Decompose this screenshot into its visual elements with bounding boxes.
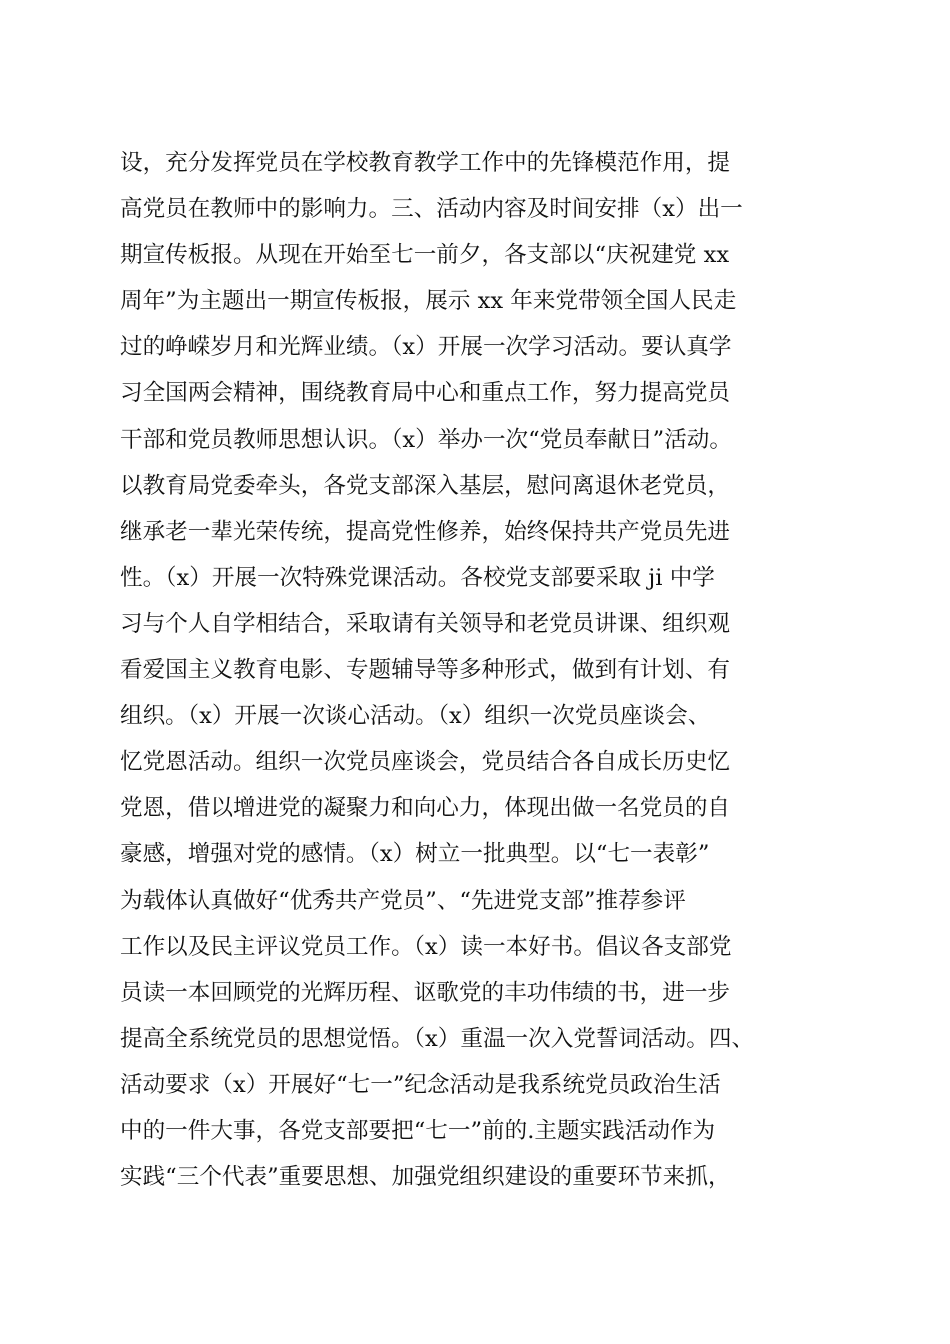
text-line: 忆党恩活动。组织一次党员座谈会，党员结合各自成长历史忆 xyxy=(120,749,731,776)
text-line: 党恩，借以增进党的凝聚力和向心力，体现出做一名党员的自 xyxy=(120,795,731,822)
body-text xyxy=(120,140,840,1200)
text-line: 干部和党员教师思想认识。（x）举办一次“党员奉献日”活动。 xyxy=(120,426,732,453)
text-line: 活动要求（x）开展好“七一”纪念活动是我系统党员政治生活 xyxy=(120,1071,721,1098)
text-line: 为载体认真做好“优秀共产党员”、“先进党支部”推荐参评 xyxy=(120,887,686,914)
text-line: 习全国两会精神，围绕教育局中心和重点工作，努力提高党员 xyxy=(120,380,731,407)
text-line: 以教育局党委牵头，各党支部深入基层，慰问离退休老党员， xyxy=(120,472,731,499)
text-line: 继承老一辈光荣传统，提高党性修养，始终保持共产党员先进 xyxy=(120,518,731,545)
text-line: 性。（x）开展一次特殊党课活动。各校党支部要采取 ji 中学 xyxy=(120,564,715,591)
text-line: 周年”为主题出一期宣传板报，展示 xx 年来党带领全国人民走 xyxy=(120,288,737,315)
text-line: 组织。（x）开展一次谈心活动。（x）组织一次党员座谈会、 xyxy=(120,703,711,730)
text-line: 设，充分发挥党员在学校教育教学工作中的先锋模范作用，提 xyxy=(120,150,731,176)
text-line: 豪感，增强对党的感情。（x）树立一批典型。以“七一表彰” xyxy=(120,841,710,868)
text-line: 高党员在教师中的影响力。三、活动内容及时间安排（x）出一 xyxy=(120,196,743,223)
text-line: 中的一件大事，各党支部要把“七一”前的.主题实践活动作为 xyxy=(120,1117,716,1144)
text-line: 员读一本回顾党的光辉历程、讴歌党的丰功伟绩的书，进一步 xyxy=(120,979,731,1006)
text-line: 习与个人自学相结合，采取请有关领导和老党员讲课、组织观 xyxy=(120,610,731,637)
text-line: 看爱国主义教育电影、专题辅导等多种形式，做到有计划、有 xyxy=(120,657,731,684)
text-line: 提高全系统党员的思想觉悟。（x）重温一次入党誓词活动。四、 xyxy=(120,1025,755,1052)
text-line: 过的峥嵘岁月和光辉业绩。（x）开展一次学习活动。要认真学 xyxy=(120,334,732,361)
text-line: 期宣传板报。从现在开始至七一前夕，各支部以“庆祝建党 xx xyxy=(120,242,730,269)
text-line: 工作以及民主评议党员工作。（x）读一本好书。倡议各支部党 xyxy=(120,933,732,960)
text-line: 实践“三个代表”重要思想、加强党组织建设的重要环节来抓， xyxy=(120,1164,731,1191)
